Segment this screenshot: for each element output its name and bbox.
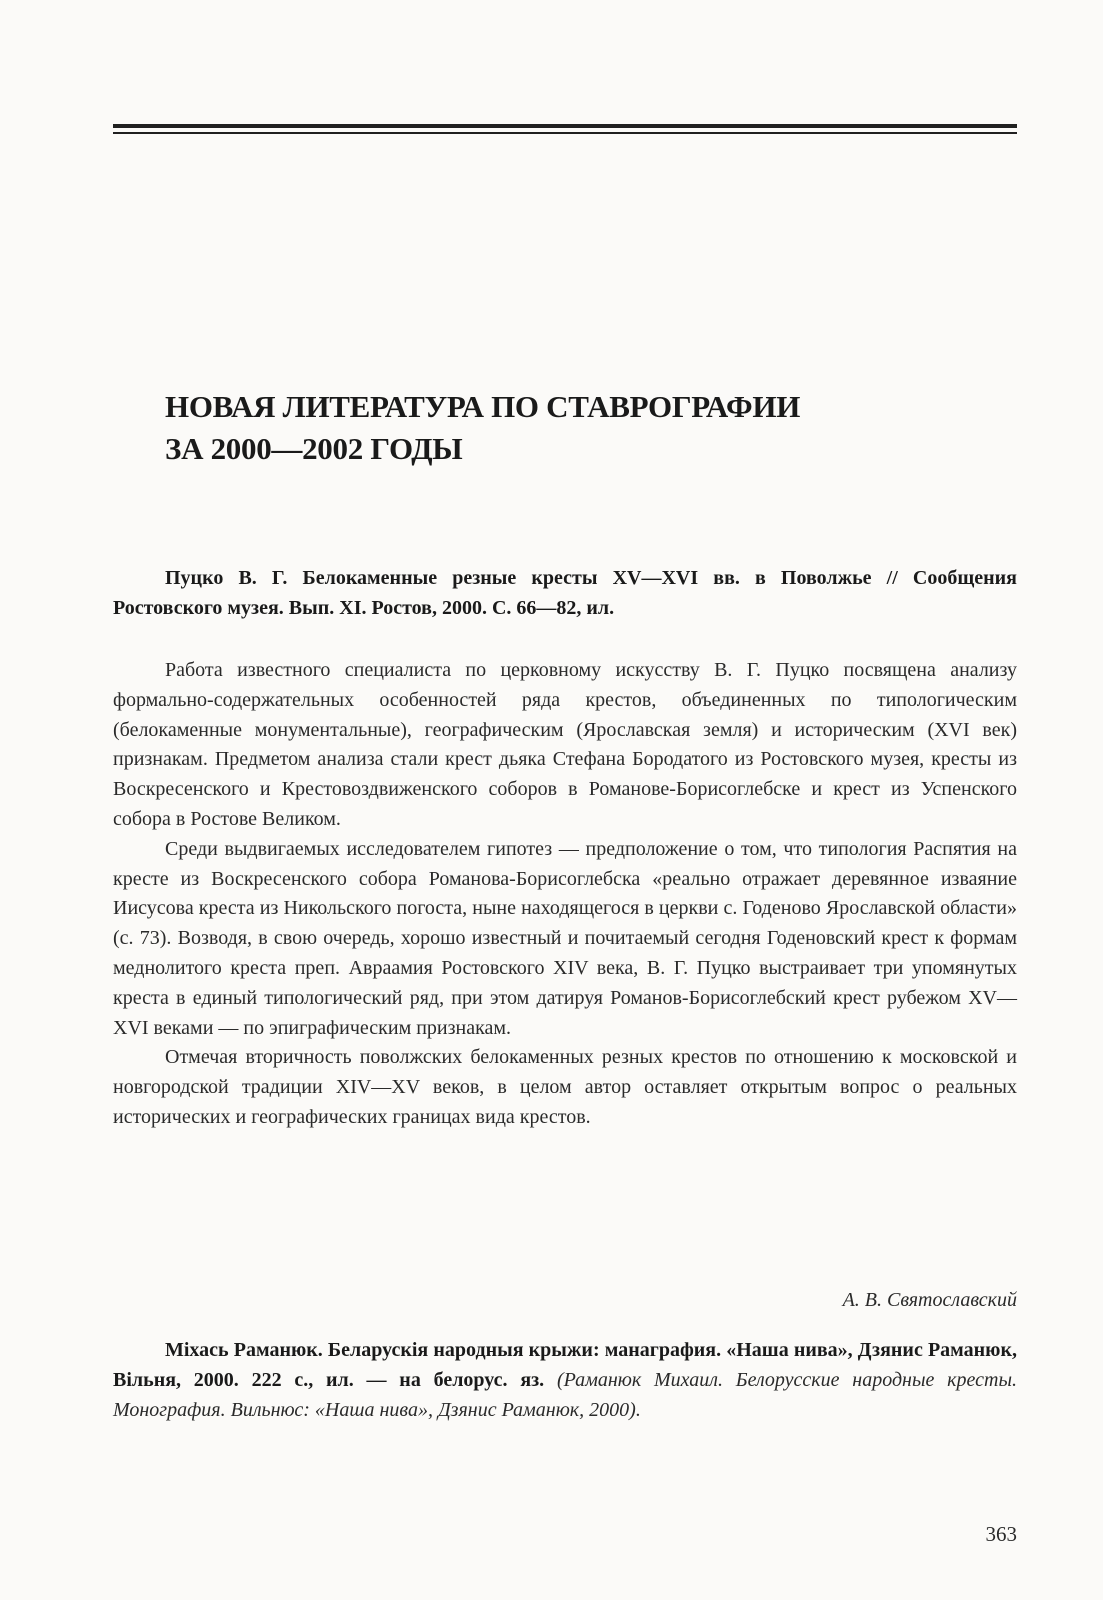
entry-1-paragraph-2: Среди выдвигаемых исследователем гипотез — предположение о том, что типология Распятия на кресте из Воскресенского собора Романова-Борисоглебска «реально отражает деревянное изваяние Иисусова креста из Никольского погоста, ныне находящегося в церкви с. Годеново Ярославской области» (с. 73). Возводя, в свою очередь, хорошо известный и почитаемый сегодня Годеновский крест к формам меднолитого креста преп. Авраамия Ростовского XIV века, В. Г. Пуцко выстраивает три упомянутых креста в единый типологический ряд, при этом датируя Романов-Борисоглебский крест рубежом XV—XVI веками — по эпиграфическим признакам.: [113, 837, 1017, 1039]
entry-1-heading: [113, 563, 1017, 623]
page-title-line-2: ЗА 2000—2002 ГОДЫ: [165, 431, 463, 466]
entry-2-heading-translation: (Раманюк Михаил. Белорусские народные кресты. Монография. Вильнюс: «Наша нива», Дзянис Раманюк, 2000).: [113, 1369, 1018, 1421]
entry-1-heading-text: Пуцко В. Г. Белокаменные резные кресты XV—XVI вв. в Поволжье // Сообщения Ростовского музея. Вып. XI. Ростов, 2000. С. 66—82, ил.: [113, 567, 1017, 619]
entry-1-signature: А. В. Святославский: [842, 1289, 1017, 1311]
page-number: 363: [985, 1522, 1017, 1546]
header-rule-thin: [113, 132, 1017, 134]
entry-2-heading-text: Міхась Раманюк. Беларускія народныя крыжи: манаграфия. «Наша нива», Дзянис Раманюк, Вільня, 2000. 222 с., ил. — на белорус. яз.: [113, 1339, 1017, 1391]
entry-1-paragraph-1: Работа известного специалиста по церковному искусству В. Г. Пуцко посвящена анализу формально-содержательных особенностей ряда крестов, объединенных по типологическим (белокаменные монументальные), географическим (Ярославская земля) и историческим (XVI век) признакам. Предметом анализа стали крест дьяка Стефана Бородатого из Ростовского музея, кресты из Воскресенского и Крестовоздвиженского соборов в Романове-Борисоглебске и крест из Успенского собора в Ростове Великом.: [113, 659, 1017, 830]
header-rule-thick: [113, 124, 1017, 128]
header-rule: [113, 124, 1017, 134]
entry-1-paragraph-3: Отмечая вторичность поволжских белокаменных резных крестов по отношению к московской и новгородской традиции XIV—XV веков, в целом автор оставляет открытым вопрос о реальных исторических и географических границах вида крестов.: [113, 1046, 1017, 1128]
page-title-line-1: НОВАЯ ЛИТЕРАТУРА ПО СТАВРОГРАФИИ: [165, 389, 801, 424]
entry-2-heading: [113, 1335, 1017, 1425]
entry-1-body: [113, 656, 1017, 1133]
page-title: [165, 386, 985, 470]
